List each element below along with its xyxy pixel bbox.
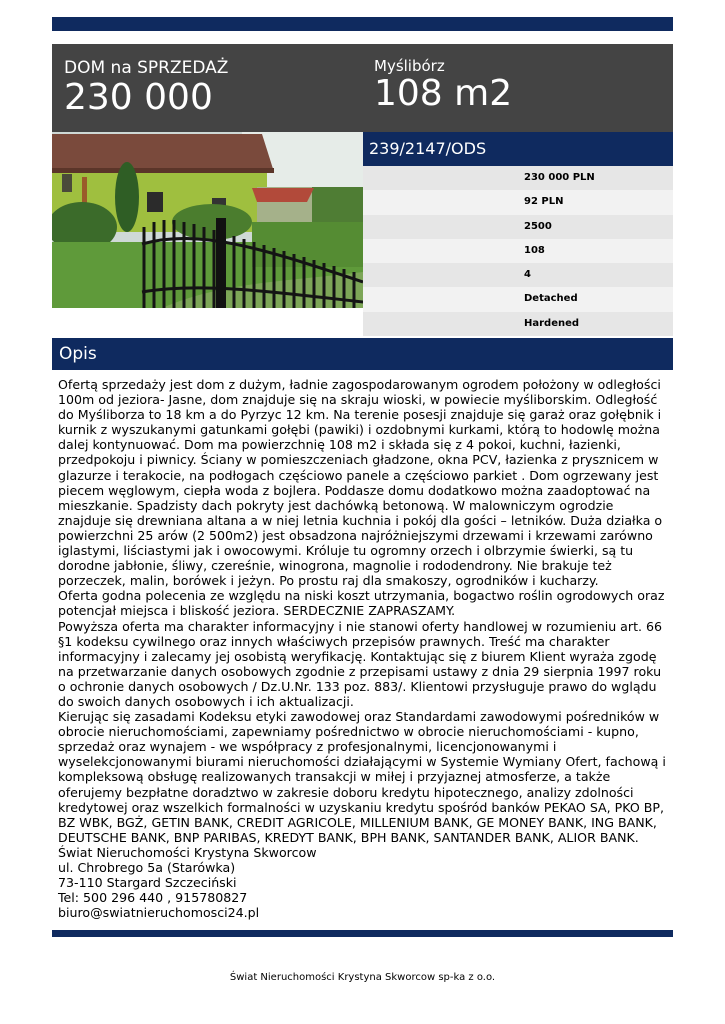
description-paragraph: Powyższa oferta ma charakter informacyjny i nie stanowi oferty handlowej w rozumieniu art. 66 §1 kodeksu cywilnego oraz innych właściwych przepisów prawnych. Treść ma charakter informacyjny i zalecamy jej osobistą weryfikację. Kontaktując się z biurem Klient wyraża zgodę na przetwarzanie danych osobowych zgodnie z przepisami ustawy z dnia 29 sierpnia 1997 roku o ochronie danych osobowych / Dz.U.Nr. 133 poz. 883/. Klientowi przysługuje prawo do wglądu do swoich danych osobowych i ich aktualizacji. (58, 618, 663, 709)
contact-line: 73-110 Stargard Szczeciński (58, 875, 237, 891)
description-paragraph: Oferta godna polecenia ze względu na niski koszt utrzymania, bogactwo roślin ogrodowych oraz potencjał miejsca i bliskość jeziora. SERDECZNIE ZAPRASZAMY. (58, 588, 665, 619)
spec-area: 108 (363, 239, 673, 263)
property-type: DOM na SPRZEDAŻ (64, 58, 229, 78)
contact-line: ul. Chrobrego 5a (Starówka) (58, 860, 236, 875)
section-title: Opis (52, 338, 673, 370)
property-area: 108 m2 (374, 73, 513, 114)
spec-plot-size: 2500 (363, 215, 673, 239)
top-divider-bar (52, 17, 673, 31)
spec-list (363, 166, 673, 336)
spec-access-road: Hardened (363, 312, 673, 336)
contact-line: Świat Nieruchomości Krystyna Skworcow (58, 844, 317, 860)
spec-rooms: 4 (363, 263, 673, 287)
property-city: Myślibórz (374, 57, 445, 75)
description (58, 377, 670, 920)
bottom-divider-bar (52, 930, 673, 937)
description-paragraph: Ofertą sprzedaży jest dom z dużym, ładnie zagospodarowanym ogrodem położony w odległości 100m od jeziora- Jasne, dom znajduje się na skraju wioski, w powiecie myśliborskim. Odległość do Myśliborza to 18 km a do Pyrzyc 12 km. Na terenie posesji znajduje się garaż oraz gołębnik i kurnik z wyszukanymi gatunkami gołębi (pawiki) i ozdobnymi kurkami, którą to hodowlę można dalej kontynuować. Dom ma powierzchnię 108 m2 i składa się z 4 pokoi, kuchni, łazienki, przedpokoju i piwnicy. Ściany w pomieszczeniach gładzone, okna PCV, łazienka z prysznicem w glazurze i terakocie, na podłogach częściowo panele a częściowo parkiet . Dom ogrzewany jest piecem węglowym, ciepła woda z bojlera. Poddasze domu dodatkowo można zaadoptować na mieszkanie. Spadzisty dach pokryty jest dachówką betonową. W malowniczym ogrodzie znajduje się drewniana altana a w niej letnia kuchnia i pokój dla gości – letników. Duża działka o powierzchni 25 arów (2 500m2) jest obsadzona najróżniejszymi drzewami i krzewami zarówno iglastymi, liściastymi jak i owocowymi. Króluje tu ogromny orzech i olbrzymie świerki, są tu dorodne jabłonie, śliwy, czereśnie, winogrona, magnolie i rododendrony. Nie brakuje też porzeczek, malin, borówek i jeżyn. Po prostu raj dla smakoszy, ogrodników i kucharzy. (58, 377, 663, 589)
contact-line: biuro@swiatnieruchomosci24.pl (58, 905, 260, 921)
spec-building-type: Detached (363, 287, 673, 311)
footer-text: Świat Nieruchomości Krystyna Skworcow sp-ka z o.o. (229, 972, 496, 983)
description-paragraph: Kierując się zasadami Kodeksu etyki zawodowej oraz Standardami zawodowymi pośredników w obrocie nieruchomościami, zapewniamy pośrednictwo w obrocie nieruchomościami - kupno, sprzedaż oraz wynajem - we współpracy z profesjonalnymi, licencjonowanymi i wyselekcjonowanymi biurami nieruchomości działającymi w Systemie Wymiany Ofert, fachową i kompleksową obsługę realizowanych transakcji w miłej i przyjaznej atmosferze, a także oferujemy bezpłatne doradztwo w zakresie doboru kredytu hipotecznego, analizy zdolności kredytowej oraz wszelkich formalności w uzyskaniu kredytu spośród banków PEKAO SA, PKO BP, BZ WBK, BGŻ, GETIN BANK, CREDIT AGRICOLE, MILLENIUM BANK, GE MONEY BANK, ING BANK, DEUTSCHE BANK, BNP PARIBAS, KREDYT BANK, BPH BANK, SANTANDER BANK, ALIOR BANK. (58, 709, 666, 845)
property-photo (52, 132, 363, 308)
contact-line: Tel: 500 296 440 , 915780827 (58, 890, 248, 906)
listing-header (52, 44, 673, 132)
spec-price: 230 000 PLN (363, 166, 673, 190)
spec-price-per-m2: 92 PLN (363, 190, 673, 214)
property-price: 230 000 (64, 77, 213, 118)
reference-number: 239/2147/ODS (363, 132, 673, 166)
